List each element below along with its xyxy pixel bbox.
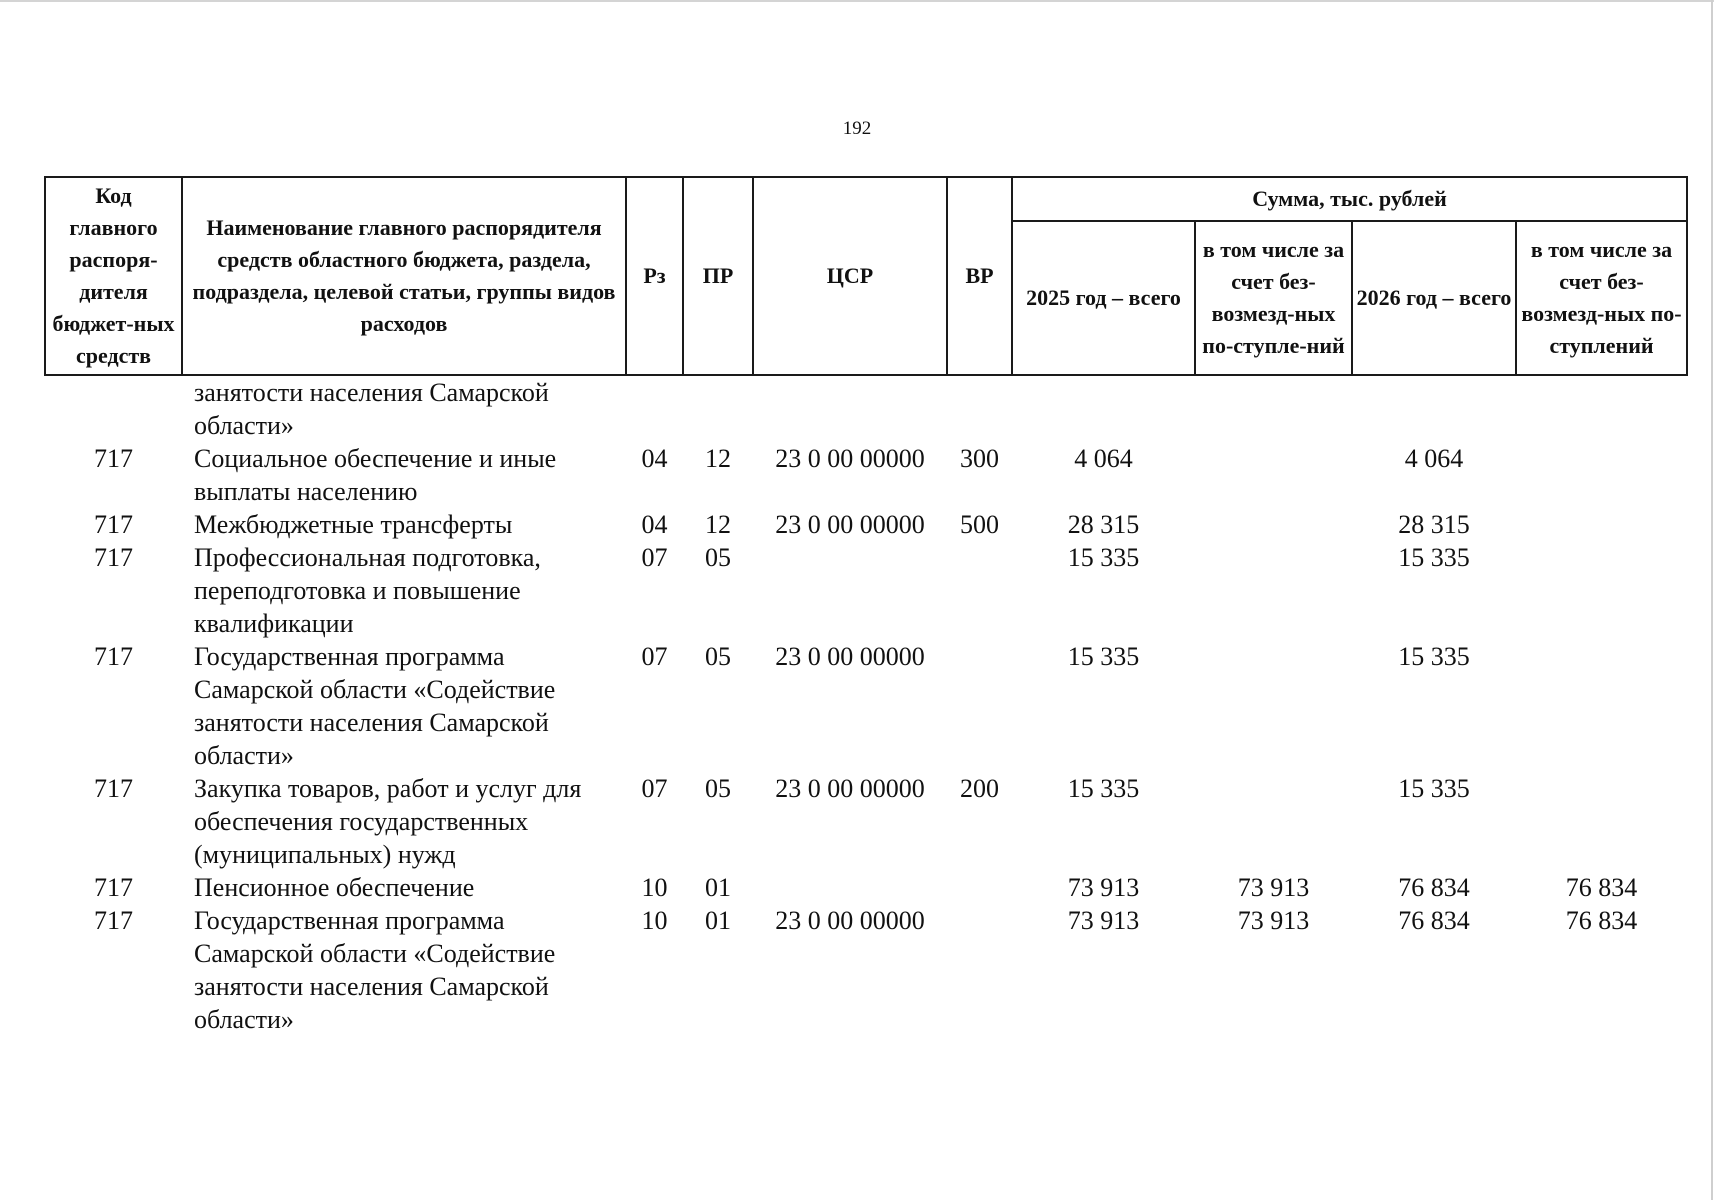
table-row	[45, 541, 1687, 640]
table-row	[45, 772, 1687, 871]
cell-2026-grants	[1516, 640, 1687, 772]
cell-2026-total: 15 335	[1398, 543, 1470, 572]
cell-vr	[947, 640, 1012, 772]
cell-2026-total: 28 315	[1398, 510, 1470, 539]
cell-rz: 07	[641, 543, 668, 572]
cell-csr: 23 0 00 00000	[775, 642, 925, 671]
header-csr: ЦСР	[753, 177, 947, 375]
cell-pr: 05	[705, 774, 731, 803]
table-row	[45, 904, 1687, 1036]
cell-name: Межбюджетные трансферты	[194, 510, 513, 539]
header-2026-total: 2026 год – всего	[1352, 221, 1516, 375]
cell-2025-total: 15 335	[1067, 642, 1140, 671]
cell-2025-grants	[1195, 772, 1352, 871]
header-2026-grants: в том числе за счет без-возмезд-ных по-ступлений	[1516, 221, 1687, 375]
cell-pr: 05	[705, 543, 731, 572]
cell-code: 717	[94, 906, 133, 935]
cell-2025-grants	[1195, 541, 1352, 640]
cell-csr: 23 0 00 00000	[775, 510, 925, 539]
page-top-edge	[0, 0, 1714, 2]
header-pr: ПР	[683, 177, 753, 375]
cell-csr: 23 0 00 00000	[775, 774, 925, 803]
cell-2026-total: 76 834	[1398, 906, 1470, 935]
cell-vr	[947, 871, 1012, 904]
cell-vr	[947, 904, 1012, 1036]
cell-code	[45, 375, 182, 442]
cell-2025-grants	[1195, 442, 1352, 508]
cell-rz: 07	[641, 642, 668, 671]
cell-2025-grants	[1195, 640, 1352, 772]
page-right-edge	[1711, 0, 1713, 1200]
cell-2025-total: 15 335	[1067, 774, 1140, 803]
cell-2026-total: 15 335	[1398, 642, 1470, 671]
cell-2025-total: 73 913	[1067, 873, 1140, 902]
table-row	[45, 508, 1687, 541]
cell-2026-total: 15 335	[1398, 774, 1470, 803]
table-row	[45, 871, 1687, 904]
cell-code: 717	[94, 774, 133, 803]
cell-name: Профессиональная подготовка, переподготовка и повышение квалификации	[194, 543, 541, 638]
cell-name: Социальное обеспечение и иные выплаты населению	[194, 444, 557, 506]
page-number: 192	[842, 118, 872, 139]
table-row	[45, 375, 1687, 442]
cell-2026-grants	[1516, 442, 1687, 508]
cell-name: Закупка товаров, работ и услуг для обеспечения государственных (муниципальных) нужд	[194, 774, 582, 869]
cell-2026-grants: 76 834	[1565, 906, 1638, 935]
header-2025-total: 2025 год – всего	[1012, 221, 1195, 375]
budget-table	[44, 176, 1688, 1036]
cell-rz: 04	[641, 444, 668, 473]
cell-csr: 23 0 00 00000	[775, 444, 925, 473]
cell-pr: 01	[705, 873, 731, 902]
cell-2026-grants	[1516, 375, 1687, 442]
cell-vr	[947, 541, 1012, 640]
table-header	[45, 177, 1687, 375]
cell-pr: 05	[705, 642, 731, 671]
cell-2025-total: 15 335	[1067, 543, 1140, 572]
cell-2025-total: 73 913	[1067, 906, 1140, 935]
cell-name: Пенсионное обеспечение	[194, 873, 475, 902]
cell-2025-total: 4 064	[1074, 444, 1133, 473]
cell-2026-total: 4 064	[1404, 444, 1464, 473]
header-code: Код главного распоря-дителя бюджет-ных средств	[45, 177, 182, 375]
header-rz: Рз	[626, 177, 683, 375]
cell-code: 717	[94, 642, 133, 671]
cell-rz: 10	[641, 873, 668, 902]
cell-rz: 04	[641, 510, 668, 539]
cell-vr: 500	[960, 510, 999, 539]
cell-csr	[753, 375, 947, 442]
cell-2025-grants	[1195, 508, 1352, 541]
cell-2025-total: 28 315	[1067, 510, 1140, 539]
cell-2026-grants	[1516, 508, 1687, 541]
cell-2026-total: 76 834	[1398, 873, 1470, 902]
cell-2026-grants	[1516, 772, 1687, 871]
cell-csr	[753, 541, 947, 640]
cell-name: Государственная программа Самарской области «Содействие занятости населения Самарской области»	[194, 906, 556, 1034]
cell-2026-grants: 76 834	[1565, 873, 1638, 902]
cell-name: Государственная программа Самарской области «Содействие занятости населения Самарской области»	[194, 642, 556, 770]
cell-2026-total	[1352, 375, 1516, 442]
cell-code: 717	[94, 444, 133, 473]
header-name: Наименование главного распорядителя средств областного бюджета, раздела, подраздела, целевой статьи, группы видов расходов	[182, 177, 626, 375]
cell-vr: 200	[960, 774, 999, 803]
cell-code: 717	[94, 873, 133, 902]
cell-rz	[626, 375, 683, 442]
cell-2025-grants	[1195, 375, 1352, 442]
header-2025-grants: в том числе за счет без-возмезд-ных по-ступле-ний	[1195, 221, 1352, 375]
cell-pr: 12	[705, 444, 731, 473]
cell-name: занятости населения Самарской области»	[194, 378, 549, 440]
cell-code: 717	[94, 510, 133, 539]
cell-vr	[947, 375, 1012, 442]
table-body	[45, 375, 1687, 1036]
cell-vr: 300	[960, 444, 999, 473]
header-sum: Сумма, тыс. рублей	[1012, 177, 1687, 221]
cell-csr	[753, 871, 947, 904]
cell-2025-total	[1012, 375, 1195, 442]
cell-2025-grants: 73 913	[1237, 906, 1310, 935]
table-row	[45, 442, 1687, 508]
cell-csr: 23 0 00 00000	[775, 906, 925, 935]
table-row	[45, 640, 1687, 772]
cell-2026-grants	[1516, 541, 1687, 640]
cell-2025-grants: 73 913	[1237, 873, 1310, 902]
cell-pr: 01	[705, 906, 731, 935]
cell-rz: 10	[641, 906, 668, 935]
cell-code: 717	[94, 543, 133, 572]
cell-pr: 12	[705, 510, 731, 539]
cell-pr	[683, 375, 753, 442]
header-vr: ВР	[947, 177, 1012, 375]
cell-rz: 07	[641, 774, 668, 803]
